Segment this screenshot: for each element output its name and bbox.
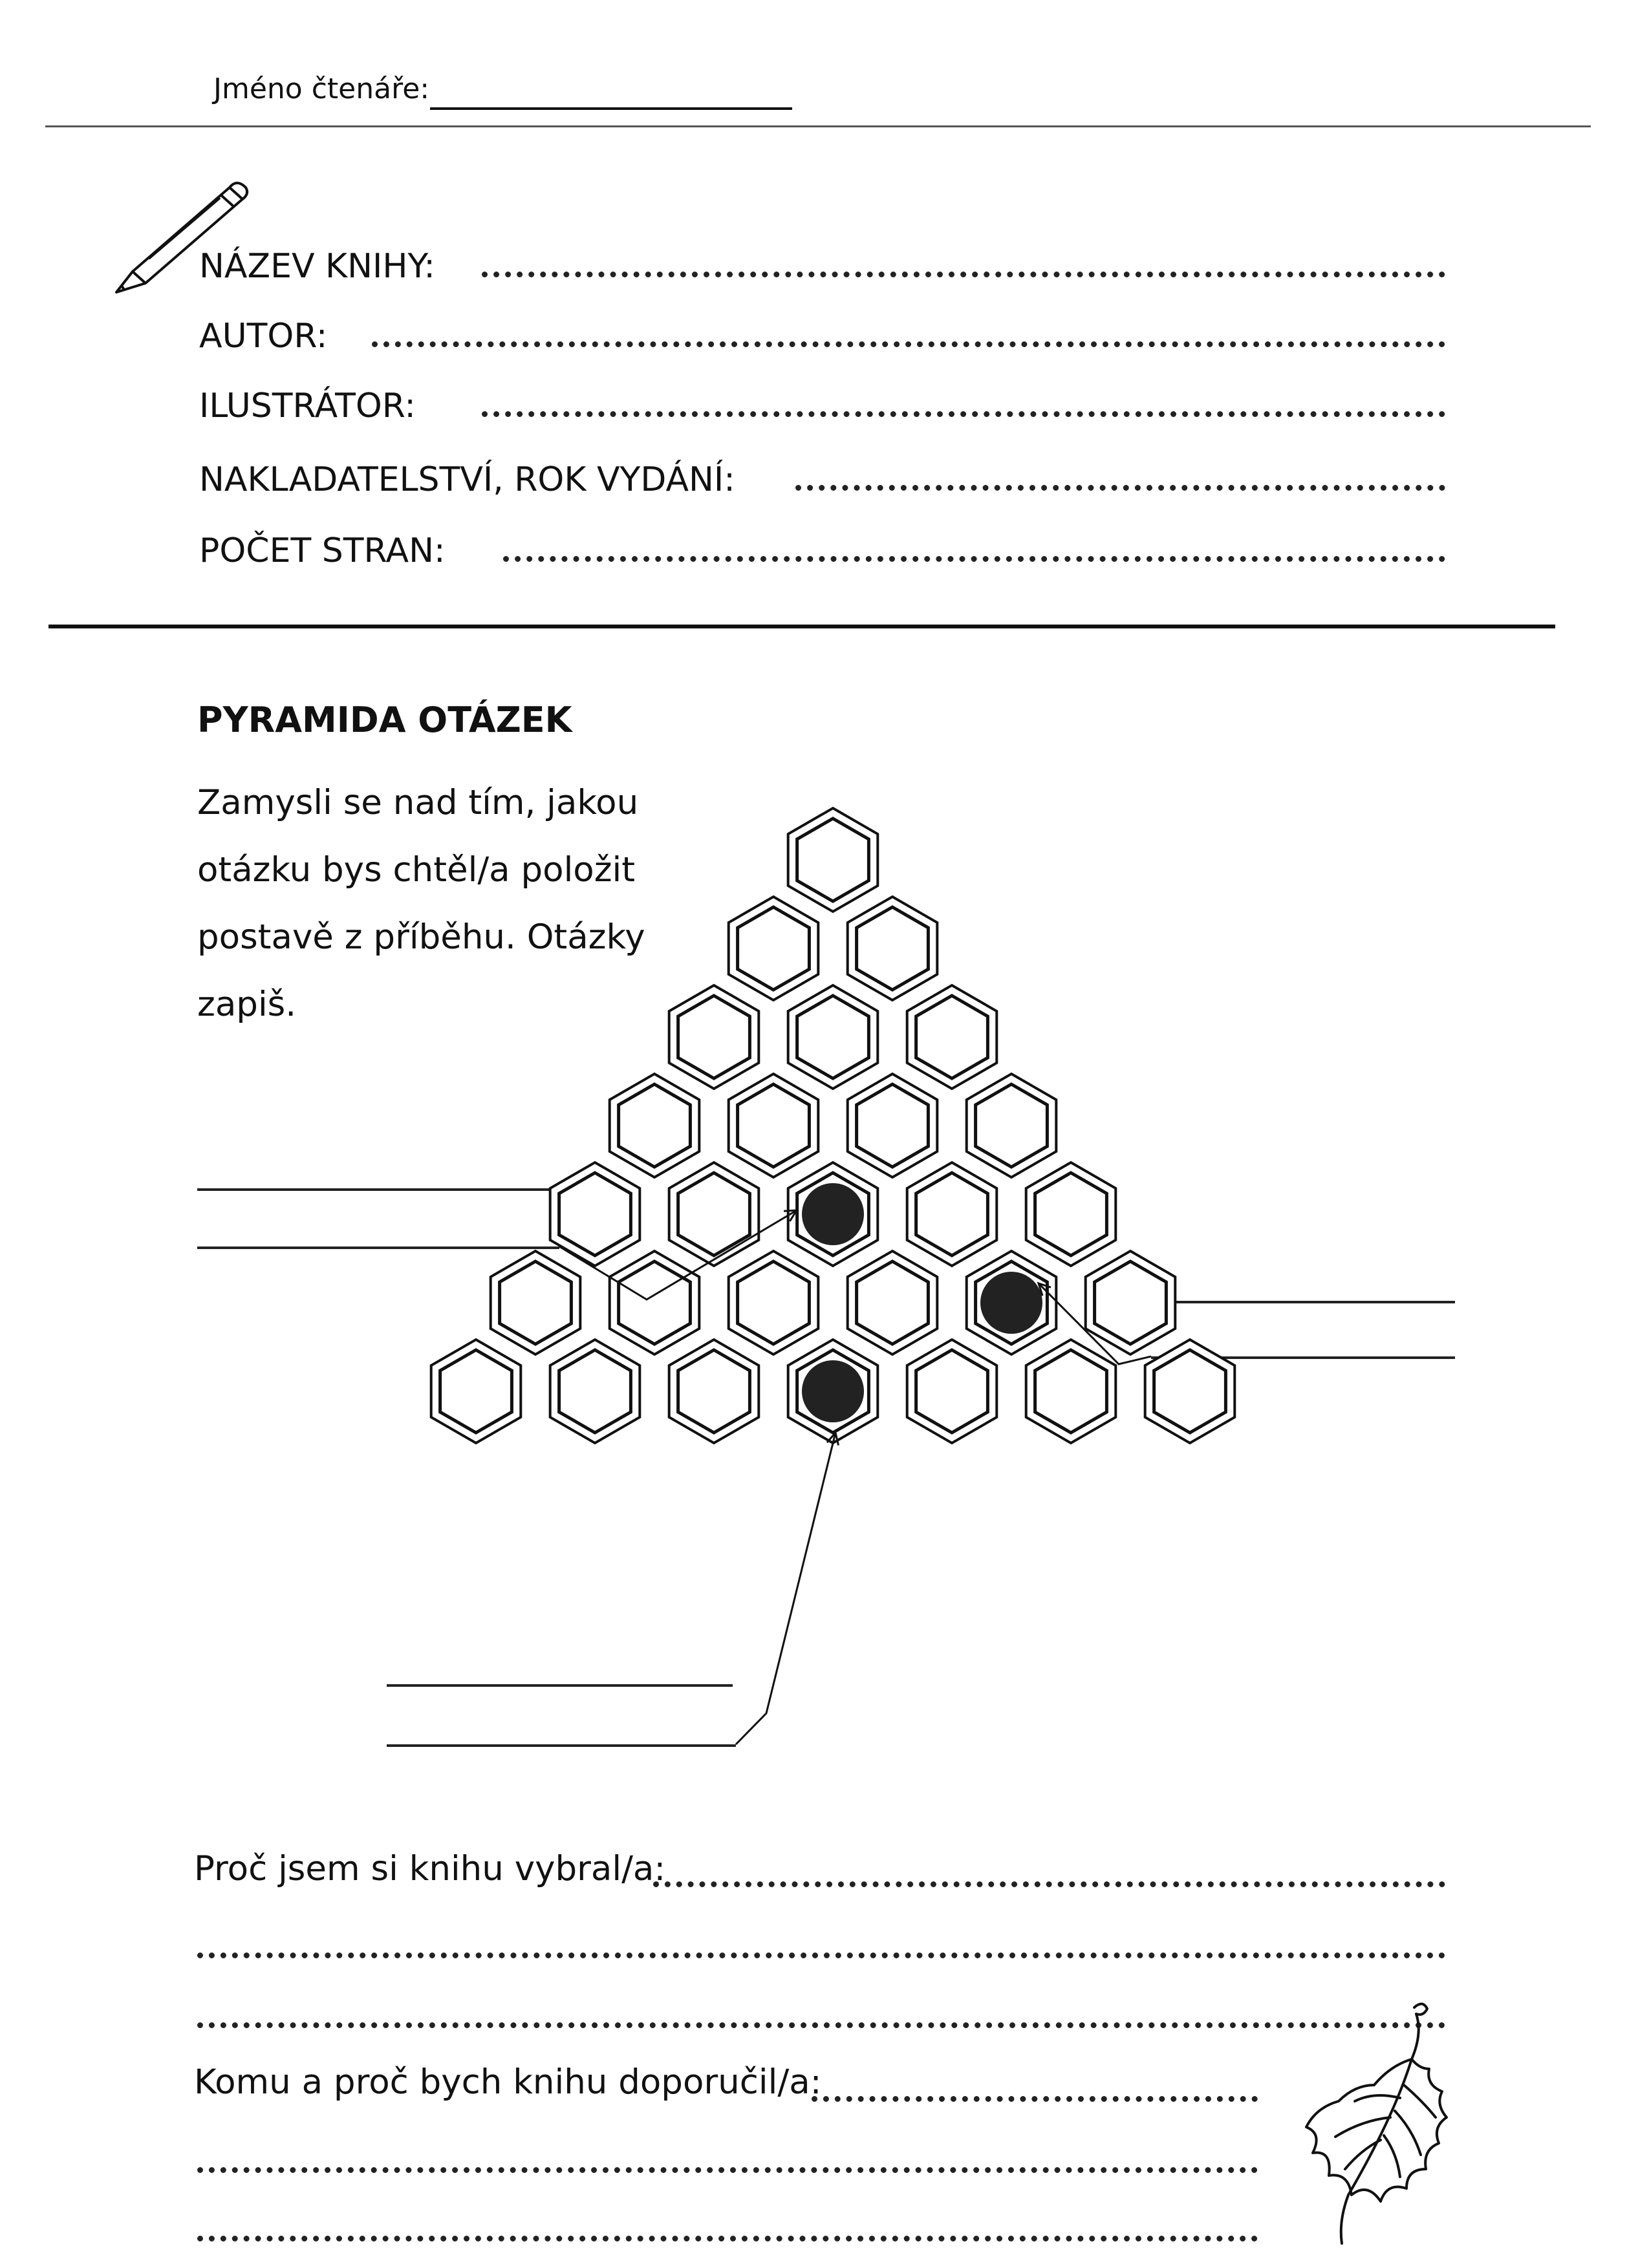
hexagon-cell[interactable] bbox=[907, 1340, 997, 1443]
marked-circle bbox=[802, 1183, 864, 1245]
instruction-line: zapiš. bbox=[197, 985, 297, 1024]
leaf-icon bbox=[1277, 1988, 1497, 2260]
hexagon-cell[interactable] bbox=[848, 1251, 938, 1354]
hexagon-cell[interactable] bbox=[729, 1074, 819, 1177]
hexagon-cell[interactable] bbox=[1145, 1340, 1235, 1443]
recommend-field-3[interactable] bbox=[197, 2236, 1258, 2241]
hexagon-cell[interactable] bbox=[848, 1074, 938, 1177]
hexagon-cell[interactable] bbox=[1086, 1251, 1176, 1354]
instruction-line: otázku bys chtěl/a položit bbox=[197, 850, 636, 890]
instruction-line: Zamysli se nad tím, jakou bbox=[197, 783, 639, 822]
book-title-label: NÁZEV KNIHY: bbox=[199, 247, 435, 286]
hexagon-cell-marked[interactable] bbox=[788, 1162, 878, 1266]
hexagon-cell[interactable] bbox=[729, 1251, 819, 1354]
hexagon-cell[interactable] bbox=[669, 1162, 759, 1266]
why-chosen-field-1[interactable] bbox=[653, 1881, 1445, 1887]
recommend-field-1[interactable] bbox=[812, 2096, 1258, 2102]
author-label: AUTOR: bbox=[199, 317, 328, 356]
hexagon-cell[interactable] bbox=[848, 897, 938, 1000]
hexagon-cell[interactable] bbox=[1026, 1340, 1116, 1443]
hexagon-cell[interactable] bbox=[788, 808, 878, 912]
hexagon-cell[interactable] bbox=[967, 1074, 1057, 1177]
why-chosen-field-2[interactable] bbox=[197, 1952, 1445, 1958]
publisher-year-label: NAKLADATELSTVÍ, ROK VYDÁNÍ: bbox=[199, 460, 735, 499]
reader-name-label: Jméno čtenáře: bbox=[213, 72, 430, 105]
marked-circle bbox=[802, 1360, 864, 1422]
hexagon-cell-marked[interactable] bbox=[967, 1251, 1057, 1354]
why-chosen-field-3[interactable] bbox=[197, 2022, 1445, 2028]
hexagon-cell-marked[interactable] bbox=[788, 1340, 878, 1443]
hexagon-cell[interactable] bbox=[907, 1162, 997, 1266]
why-chosen-label: Proč jsem si knihu vybral/a: bbox=[194, 1849, 666, 1888]
hexagon-cell[interactable] bbox=[431, 1340, 521, 1443]
hexagon-cell[interactable] bbox=[610, 1251, 700, 1354]
marked-circle bbox=[980, 1272, 1042, 1334]
hexagon-cell[interactable] bbox=[550, 1162, 640, 1266]
section-title: PYRAMIDA OTÁZEK bbox=[197, 700, 572, 740]
recommend-label: Komu a proč bych knihu doporučil/a: bbox=[194, 2062, 822, 2102]
hexagon-cell[interactable] bbox=[907, 985, 997, 1089]
page-count-label: POČET STRAN: bbox=[199, 531, 446, 570]
hexagon-cell[interactable] bbox=[669, 1340, 759, 1443]
hexagon-cell[interactable] bbox=[491, 1251, 581, 1354]
hexagon-cell[interactable] bbox=[788, 985, 878, 1089]
recommend-field-2[interactable] bbox=[197, 2167, 1258, 2173]
hexagon-cell[interactable] bbox=[610, 1074, 700, 1177]
hexagon-cell[interactable] bbox=[550, 1340, 640, 1443]
pointer-line-bottom bbox=[736, 1433, 835, 1744]
instruction-line: postavě z příběhu. Otázky bbox=[197, 917, 645, 957]
hexagon-cell[interactable] bbox=[669, 985, 759, 1089]
hexagon-cell[interactable] bbox=[1026, 1162, 1116, 1266]
illustrator-label: ILUSTRÁTOR: bbox=[199, 387, 416, 425]
hexagon-cell[interactable] bbox=[729, 897, 819, 1000]
